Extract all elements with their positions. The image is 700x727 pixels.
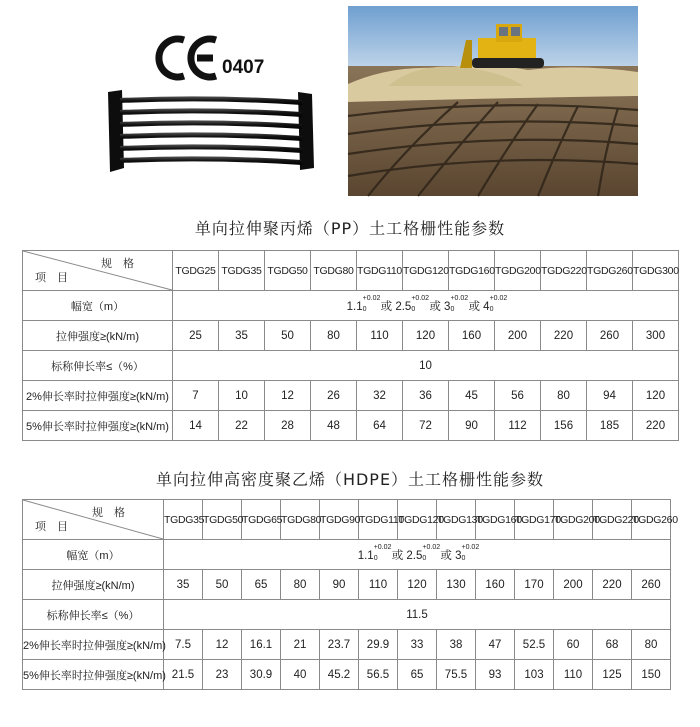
table-cell: 22 [219, 411, 265, 441]
table-cell: 21 [281, 630, 320, 660]
ce-certification-mark [158, 36, 264, 80]
model-header: TGDG65 [242, 500, 281, 540]
table-row [23, 321, 679, 351]
pp-table-title: 单向拉伸聚丙烯（PP）土工格栅性能参数 [194, 219, 506, 238]
table-cell: 90 [449, 411, 495, 441]
ce-notified-body-code: 0407 [222, 57, 265, 78]
table-cell: 35 [164, 570, 203, 600]
table-cell: 12 [203, 630, 242, 660]
model-header: TGDG200 [554, 500, 593, 540]
table-cell: 56 [495, 381, 541, 411]
model-header: TGDG110 [359, 500, 398, 540]
table-row [23, 540, 671, 570]
model-header: TGDG120 [398, 500, 437, 540]
tolerance: +0.02 0 [422, 543, 441, 562]
table-cell: 48 [311, 411, 357, 441]
model-header: TGDG130 [437, 500, 476, 540]
table-row [23, 411, 679, 441]
table-cell: 45.2 [320, 660, 359, 690]
table-cell: 7.5 [164, 630, 203, 660]
table-cell: 38 [437, 630, 476, 660]
width-value: 2.5 [406, 549, 423, 562]
model-header: TGDG300 [633, 251, 679, 291]
model-header: TGDG90 [320, 500, 359, 540]
table-cell: 7 [173, 381, 219, 411]
table-cell: 170 [515, 570, 554, 600]
model-header: TGDG25 [173, 251, 219, 291]
width-value: 1.1 [346, 300, 363, 313]
table-corner-cell [23, 500, 164, 540]
table-cell: 23.7 [320, 630, 359, 660]
table-cell: 110 [554, 660, 593, 690]
row-label: 拉伸强度≥(kN/m) [23, 321, 173, 351]
table-cell: 160 [449, 321, 495, 351]
merged-cell: 11.5 [164, 600, 671, 630]
tolerance: +0.02 0 [450, 294, 469, 313]
model-header: TGDG50 [203, 500, 242, 540]
table-cell: 50 [265, 321, 311, 351]
table-cell: 156 [541, 411, 587, 441]
table-cell: 130 [437, 570, 476, 600]
table-cell: 10 [219, 381, 265, 411]
table-header-row [23, 251, 679, 291]
model-header: TGDG160 [476, 500, 515, 540]
model-header: TGDG120 [403, 251, 449, 291]
hdpe-spec-table [22, 499, 678, 690]
width-values-cell [164, 540, 671, 570]
table-cell: 26 [311, 381, 357, 411]
table-cell: 50 [203, 570, 242, 600]
corner-spec-label: 规 格 [91, 507, 129, 519]
table-row [23, 291, 679, 321]
table-cell: 110 [357, 321, 403, 351]
table-cell: 12 [265, 381, 311, 411]
row-label: 5%伸长率时拉伸强度≥(kN/m) [23, 660, 164, 690]
table-cell: 112 [495, 411, 541, 441]
tolerance: +0.02 0 [411, 294, 430, 313]
table-cell: 260 [587, 321, 633, 351]
table-cell: 80 [311, 321, 357, 351]
width-value: 3 [455, 549, 462, 562]
width-value: 1.1 [357, 549, 374, 562]
row-label: 2%伸长率时拉伸强度≥(kN/m) [23, 381, 173, 411]
table-row [23, 600, 671, 630]
width-value: 2.5 [395, 300, 412, 313]
model-header: TGDG80 [281, 500, 320, 540]
table-cell: 65 [398, 660, 437, 690]
table-cell: 80 [281, 570, 320, 600]
model-header: TGDG220 [541, 251, 587, 291]
tolerance: +0.02 0 [362, 294, 381, 313]
table-cell: 33 [398, 630, 437, 660]
table-cell: 80 [632, 630, 671, 660]
table-cell: 110 [359, 570, 398, 600]
width-values-cell [173, 291, 679, 321]
table-cell: 80 [541, 381, 587, 411]
table-cell: 45 [449, 381, 495, 411]
model-header: TGDG160 [449, 251, 495, 291]
table-cell: 90 [320, 570, 359, 600]
corner-item-label: 项 目 [35, 521, 73, 533]
table-cell: 220 [541, 321, 587, 351]
tolerance: +0.02 0 [373, 543, 392, 562]
model-header: TGDG200 [495, 251, 541, 291]
row-label: 2%伸长率时拉伸强度≥(kN/m) [23, 630, 164, 660]
or-text: 或 [440, 549, 452, 562]
ce-logo-icon [158, 36, 220, 80]
table-cell: 260 [632, 570, 671, 600]
hdpe-table-title: 单向拉伸高密度聚乙烯（HDPE）土工格栅性能参数 [155, 470, 545, 489]
table-row [23, 381, 679, 411]
model-header: TGDG35 [164, 500, 203, 540]
table-cell: 32 [357, 381, 403, 411]
merged-cell: 10 [173, 351, 679, 381]
table-row [23, 630, 671, 660]
model-header: TGDG260 [587, 251, 633, 291]
model-header: TGDG35 [219, 251, 265, 291]
table-cell: 52.5 [515, 630, 554, 660]
or-text: 或 [380, 300, 393, 313]
product-header [0, 0, 700, 200]
table-cell: 65 [242, 570, 281, 600]
corner-item-label: 项 目 [35, 272, 73, 284]
table-cell: 120 [398, 570, 437, 600]
table-cell: 200 [495, 321, 541, 351]
tolerance: +0.02 0 [461, 543, 480, 562]
row-label: 幅宽（m） [23, 291, 173, 321]
table-cell: 185 [587, 411, 633, 441]
corner-spec-label: 规 格 [100, 258, 138, 270]
table-cell: 68 [593, 630, 632, 660]
row-label: 标称伸长率≤（%） [23, 600, 164, 630]
table-cell: 14 [173, 411, 219, 441]
width-value: 4 [483, 300, 490, 313]
or-text: 或 [391, 549, 404, 562]
table-cell: 103 [515, 660, 554, 690]
row-label: 幅宽（m） [23, 540, 164, 570]
model-header: TGDG220 [593, 500, 632, 540]
table-cell: 23 [203, 660, 242, 690]
table-cell: 16.1 [242, 630, 281, 660]
table-cell: 75.5 [437, 660, 476, 690]
table-cell: 30.9 [242, 660, 281, 690]
table-header-row [23, 500, 671, 540]
table-cell: 36 [403, 381, 449, 411]
table-cell: 120 [403, 321, 449, 351]
table-row [23, 660, 671, 690]
table-cell: 160 [476, 570, 515, 600]
table-cell: 35 [219, 321, 265, 351]
tolerance: +0.02 0 [489, 294, 508, 313]
row-label: 拉伸强度≥(kN/m) [23, 570, 164, 600]
table-cell: 28 [265, 411, 311, 441]
row-label: 5%伸长率时拉伸强度≥(kN/m) [23, 411, 173, 441]
or-text: 或 [468, 300, 480, 313]
table-cell: 64 [357, 411, 403, 441]
table-cell: 29.9 [359, 630, 398, 660]
table-cell: 220 [593, 570, 632, 600]
pp-spec-table [22, 250, 679, 441]
table-cell: 47 [476, 630, 515, 660]
table-cell: 200 [554, 570, 593, 600]
table-cell: 25 [173, 321, 219, 351]
model-header: TGDG80 [311, 251, 357, 291]
table-cell: 56.5 [359, 660, 398, 690]
or-text: 或 [429, 300, 441, 313]
geogrid-sample-image [100, 84, 320, 176]
table-cell: 150 [632, 660, 671, 690]
table-cell: 94 [587, 381, 633, 411]
table-corner-cell [23, 251, 173, 291]
table-cell: 120 [633, 381, 679, 411]
table-row [23, 351, 679, 381]
table-cell: 220 [633, 411, 679, 441]
table-cell: 72 [403, 411, 449, 441]
table-row [23, 570, 671, 600]
row-label: 标称伸长率≤（%） [23, 351, 173, 381]
construction-site-photo [348, 6, 638, 196]
table-cell: 93 [476, 660, 515, 690]
table-cell: 125 [593, 660, 632, 690]
width-value: 3 [444, 300, 451, 313]
table-cell: 21.5 [164, 660, 203, 690]
model-header: TGDG50 [265, 251, 311, 291]
model-header: TGDG110 [357, 251, 403, 291]
table-cell: 40 [281, 660, 320, 690]
table-cell: 60 [554, 630, 593, 660]
model-header: TGDG170 [515, 500, 554, 540]
model-header: TGDG260 [632, 500, 671, 540]
table-cell: 300 [633, 321, 679, 351]
